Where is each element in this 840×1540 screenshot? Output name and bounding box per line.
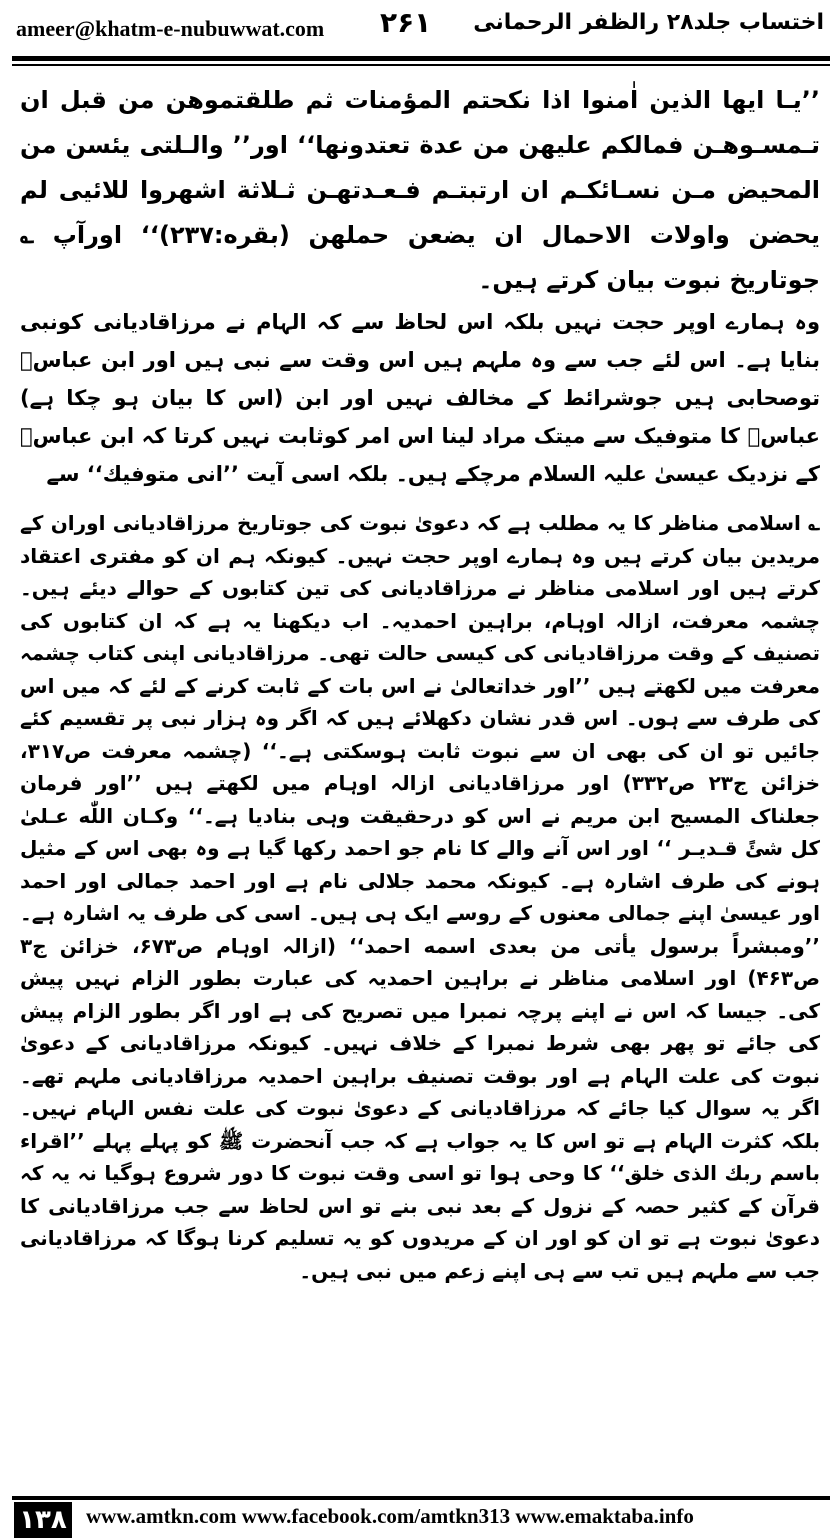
header-email: ameer@khatm-e-nubuwwat.com [16, 16, 325, 41]
footer-page-number: ۱۳۸ [14, 1502, 72, 1538]
page-content [20, 78, 820, 1287]
page-header [10, 4, 830, 56]
main-paragraph: وہ ہمارے اوپر حجت نہیں بلکہ اس لحاظ سے کہ الہام نے مرزاقادیانی کونبی بنایا ہے۔ اس لئے جب سے وہ ملہم ہیں اس وقت سے نبی ہیں اور ابن عباسؓ توصحابی ہیں جوشرائط کے مخالف نہیں اور ابن (اس کا بیان ہو چکا ہے) عباسؓ کا متوفیک سے میتک مراد لینا اس امر کوثابت نہیں کرتا کہ ابن عباسؓ کے نزدیک عیسیٰ علیہ السلام مرچکے ہیں۔ بلکہ اسی آیت ’’انی متوفیك‘‘ سے [20, 310, 820, 486]
header-rule-thick [12, 56, 830, 61]
footnote-paragraph: ؎ اسلامی مناظر کا یہ مطلب ہے کہ دعویٰ نبوت کی جوتاریخ مرزاقادیانی اوران کے مریدین بیان کرتے ہیں وہ ہمارے اوپر حجت نہیں۔ کیونکہ ہم ان کو مفتری اعتقاد کرتے ہیں اور اسلامی مناظر نے مرزاقادیانی کی تین کتابوں کے حوالے دیئے ہیں۔ چشمہ معرفت، ازالہ اوہام، براہین احمدیہ۔ اب دیکھنا یہ ہے کہ ان کتابوں کی تصنیف کے وقت مرزاقادیانی کی کیسی حالت تھی۔ مرزاقادیانی اپنی کتاب چشمہ معرفت میں لکھتے ہیں ’’اور خداتعالیٰ نے اس بات کے ثابت کرنے کے لئے کہ میں اس کی طرف سے ہوں۔ اس قدر نشان دکھلائے ہیں کہ اگر وہ ہزار نبی پر تقسیم کئے جائیں تو ان کی بھی ان سے نبوت ثابت ہوسکتی ہے۔‘‘ (چشمہ معرفت ص۳۱۷، خزائن ج۲۳ ص۳۳۲) اور مرزاقادیانی ازالہ اوہام میں لکھتے ہیں ’’اور فرمان جعلناک المسیح ابن مریم نے اس کو درحقیقت وہی بنادیا ہے۔‘‘ وکـان اللّٰه عـلیٰ کل شئً قـدیـر ‘‘ اور اس آنے والے کا نام جو احمد رکھا گیا ہے وہ بھی اس کے مثیل ہونے کی طرف اشارہ ہے۔ کیونکہ محمد جلالی نام ہے اور احمد جمالی اور احمد اور عیسیٰ اپنے جمالی معنوں کے روسے ایک ہی ہیں۔ اسی کی طرف یہ اشارہ ہے۔ ’’ومبشراً برسول یأتی من بعدی اسمه احمد‘‘ (ازالہ اوہام ص۶۷۳، خزائن ج۳ ص۴۶۳) اور اسلامی مناظر نے براہین احمدیہ کی عبارت بطور الزام نہیں پیش کی۔ جیسا کہ اس نے اپنے پرچہ نمبرا میں تصریح کی ہے اور اگر بطور الزام پیش کی جائے تو پھر بھی شرط نمبرا کے خلاف نہیں۔ کیونکہ مرزاقادیانی کے دعویٰ نبوت کی علت الہام ہے اور بوقت تصنیف براہین احمدیہ مرزاقادیانی ملہم تھے۔ اگر یہ سوال کیا جائے کہ مرزاقادیانی کے دعویٰ نبوت کی علت نفس الہام نہیں۔ بلکہ کثرت الہام ہے تو اس کا یہ جواب ہے کہ جب آنحضرت ﷺ کو پہلے پہلے ’’اقراء باسم ربك الذی خلق‘‘ کا وحی ہوا تو اسی وقت نبوت کا دور شروع ہوگیا نہ یہ کہ قرآن کے کثیر حصہ کے نزول کے بعد نبی بنے تو اس لحاظ سے جب مرزاقادیانی کا دعویٰ نبوت ہے تو ان کو اور ان کے مریدوں کو یہ تسلیم کرنا ہوگا کہ مرزاقادیانی جب سے ملہم ہیں تب سے ہی اپنے زعم میں نبی ہیں۔ [20, 511, 821, 1283]
header-rule-thin [12, 64, 830, 66]
quran-quote-paragraph: ’’یـا ایها الذین اٰمنوا اذا نکحتم المؤمنات ثم طلقتموهن من قبل ان تـمسـوهـن فمالکم علیهن من عدة تعتدونها‘‘ اور’’ والـلتی یئسن من المحیض مـن نسـائکـم ان ارتبتـم فـعـدتهـن ثـلاثة اشهروا للائیی لم یحضن واولات الاحمال ان یضعن حملهن (بقره:۲۳۷)‘‘ اورآپ ؎ جوتاریخ نبوت بیان کرتے ہیں۔ [20, 86, 820, 294]
footer-urls: www.amtkn.com www.facebook.com/amtkn313 www.emaktaba.info [86, 1504, 694, 1528]
header-page-number: ۲۶۱ [380, 6, 432, 39]
page-footer [0, 1488, 840, 1540]
header-title: اختساب جلد۲۸ رالظفر الرحمانی [473, 10, 824, 35]
footer-rule [12, 1496, 830, 1500]
